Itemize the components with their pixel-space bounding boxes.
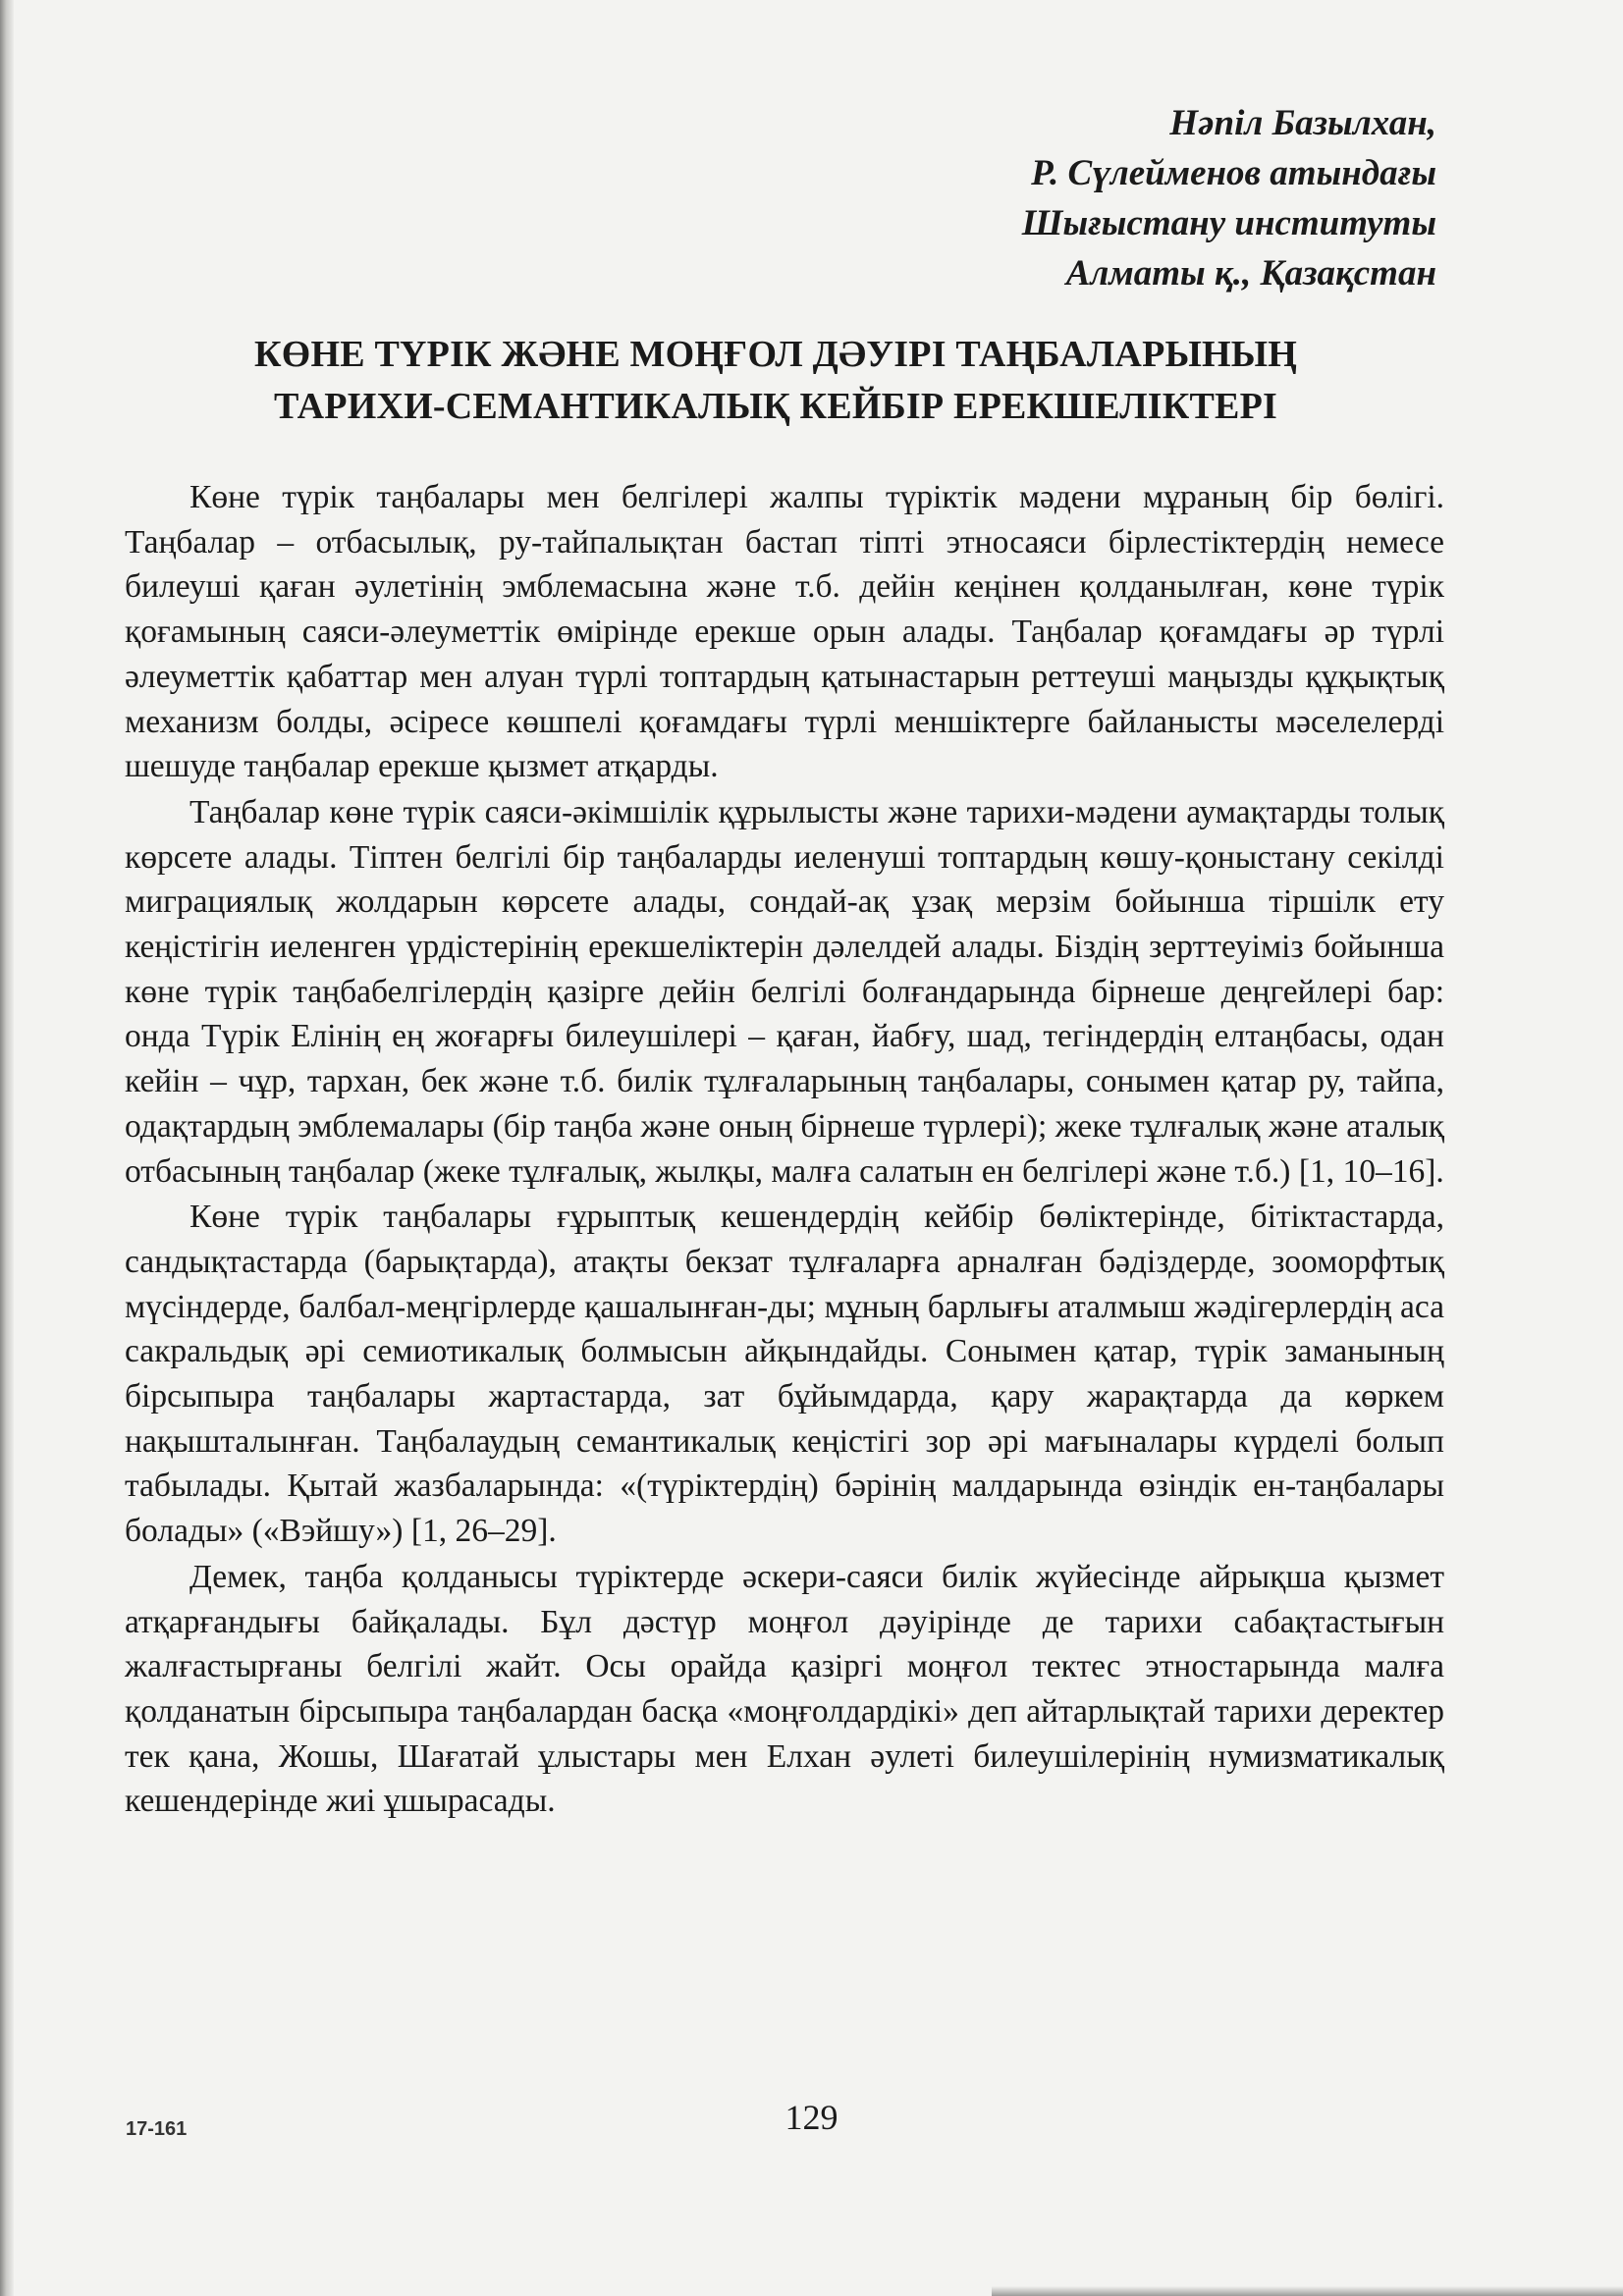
paragraph-1: Көне түрік таңбалары мен белгілері жалпы түріктік мәдени мұраның бір бөлігі. Таңбалар – отбасылық, ру-тайпалықтан бастап тіпті этносаяси бірлестіктердің немесе билеуші қаған әулетінің эмблемасына және т.б. дейін кеңінен қолданылған, көне түрік қоғамының саяси-әлеуметтік өмірінде ерекше орын алады. Таңбалар қоғамдағы әр түрлі әлеуметтік қабаттар мен алуан түрлі топтардың қатынастарын реттеуші маңызды құқықтық механизм болды, әсіресе көшпелі қоғамдағы түрлі меншіктерге байланысты мәселелерді шешуде таңбалар ерекше қызмет атқарды.	[125, 479, 1444, 785]
author-location: Алматы қ., Қазақстан	[1065, 253, 1436, 294]
printer-signature: 17-161	[126, 2118, 188, 2140]
page-edge-bottom-shadow	[992, 2286, 1623, 2296]
author-affiliation-line1: Р. Сүлейменов атындағы	[1031, 153, 1436, 193]
page-number: 129	[784, 2098, 839, 2137]
author-block	[1022, 98, 1436, 298]
title-line-2: ТАРИХИ-СЕМАНТИКАЛЫҚ КЕЙБІР ЕРЕКШЕЛІКТЕРІ	[273, 386, 1277, 427]
author-affiliation-line2: Шығыстану институты	[1021, 203, 1436, 243]
author-name: Нәпіл Базылхан,	[1169, 103, 1436, 143]
page-edge-shadow	[0, 0, 14, 2296]
paragraph-3: Көне түрік таңбалары ғұрыптық кешендердің кейбір бөліктерінде, бітіктастарда, сандықтастарда (барықтарда), атақты бекзат тұлғаларға арналған бәдіздерде, зооморфтық мүсіндерде, балбал-меңгірлерде қашалынған-ды; мұның барлығы аталмыш жәдігерлердің аса сакральдық әрі семиотикалық болмысын айқындайды. Сонымен қатар, түрік заманының бірсыпыра таңбалары жартастарда, зат бұйымдарда, қару жарақтарда да көркем нақышталынған. Таңбалаудың семантикалық кеңістігі зор әрі мағыналары күрделі болып табылады. Қытай жазбаларында: «(түріктердің) бәрінің малдарында өзіндік ен-таңбалары болады» («Вэйшу») [1, 26–29].	[125, 1199, 1444, 1550]
article-title	[147, 329, 1404, 433]
article-body	[125, 475, 1444, 1824]
paragraph-2: Таңбалар көне түрік саяси-әкімшілік құрылысты және тарихи-мәдени аумақтарды толық көрсете алады. Тіптен белгілі бір таңбаларды иеленуші топтардың көшу-қоныстану секілді миграциялық жолдарын көрсете алады, сондай-ақ ұзақ мерзім бойынша тіршілк ету кеңістігін иеленген үрдістерінің ерекшеліктерін дәлелдей алады. Біздің зерттеуіміз бойынша көне түрік таңбабелгілердің қазірге дейін белгілі болғандарында бірнеше деңгейлері бар: онда Түрік Елінің ең жоғарғы билеушілері – қаған, йабғу, шад, тегіндердің елтаңбасы, одан кейін – чұр, тархан, бек және т.б. билік тұлғаларының таңбалары, сонымен қатар ру, тайпа, одақтардың эмблемалары (бір таңба және оның бірнеше түрлері); жеке тұлғалық және аталық отбасының таңбалар (жеке тұлғалық, жылқы, малға салатын ен белгілері және т.б.) [1, 10–16].	[125, 793, 1444, 1190]
title-line-1: КӨНЕ ТҮРІК ЖӘНЕ МОҢҒОЛ ДӘУІРІ ТАҢБАЛАРЫНЫҢ	[253, 334, 1298, 375]
paragraph-4: Демек, таңба қолданысы түріктерде әскери-саяси билік жүйесінде айрықша қызмет атқарғандығы байқалады. Бұл дәстүр моңғол дәуірінде де тарихи сабақтастығын жалғастырғаны белгілі жайт. Осы орайда қазіргі моңғол тектес этностарында малға қолданатын бірсыпыра таңбалардан басқа «моңғолдардікі» деп айтарлықтай тарихи деректер тек қана, Жошы, Шағатай ұлыстары мен Елхан әулеті билеушілерінің нумизматикалық кешендерінде жиі ұшырасады.	[125, 1558, 1444, 1820]
